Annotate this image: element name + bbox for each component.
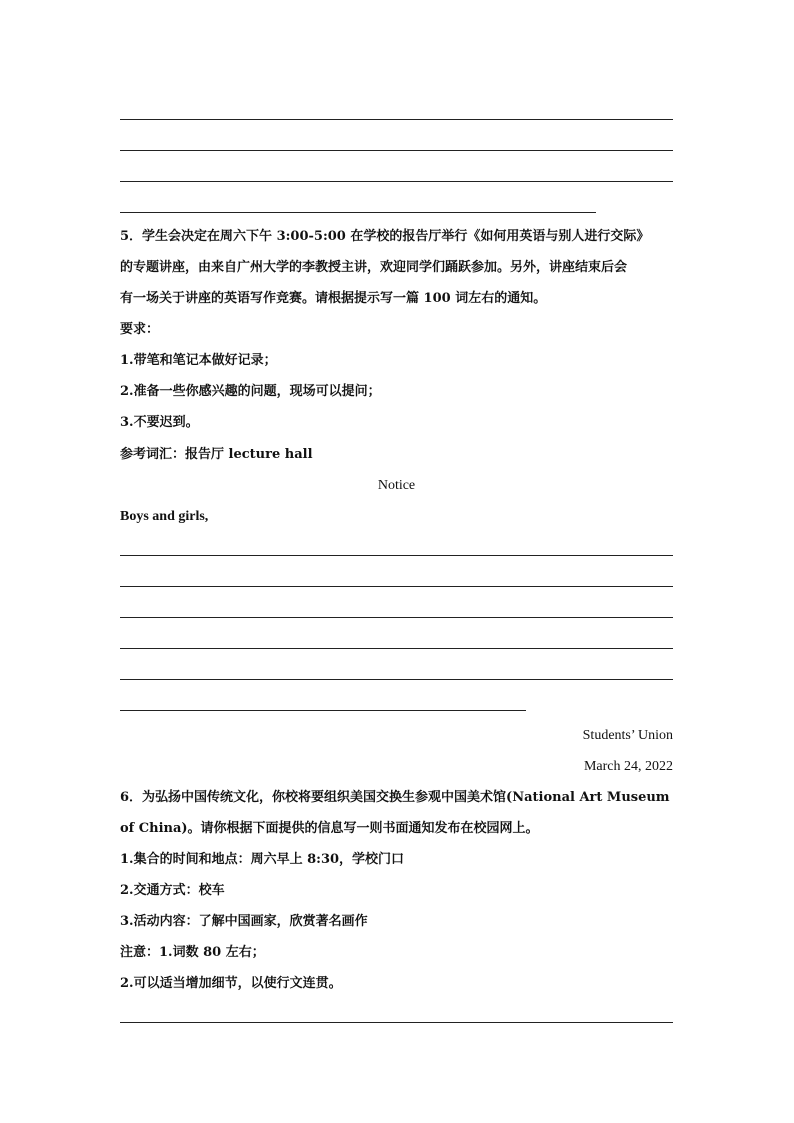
q6-item-2: 2.交通方式：校车 bbox=[120, 883, 225, 898]
q5-prompt-line-2: 的专题讲座，由来自广州大学的李教授主讲，欢迎同学们踊跃参加。另外，讲座结束后会 bbox=[120, 260, 628, 275]
answer-line bbox=[120, 679, 673, 680]
q5-prompt-line-1: 5．学生会决定在周六下午 3:00-5:00 在学校的报告厅举行《如何用英语与别人进行交际》 bbox=[120, 229, 650, 244]
q5-prompt-line-3: 有一场关于讲座的英语写作竞赛。请根据提示写一篇 100 词左右的通知。 bbox=[120, 291, 547, 306]
q5-requirement-1: 1.带笔和笔记本做好记录； bbox=[120, 353, 277, 368]
notice-greeting: Boys and girls, bbox=[120, 509, 209, 524]
answer-line bbox=[120, 648, 673, 649]
answer-line bbox=[120, 586, 673, 587]
answer-line bbox=[120, 1022, 673, 1023]
answer-line-short bbox=[120, 212, 596, 213]
q6-prompt-line-1: 6．为弘扬中国传统文化，你校将要组织美国交换生参观中国美术馆(National Art Museum bbox=[120, 790, 670, 805]
answer-line bbox=[120, 119, 673, 120]
q5-requirements-heading: 要求： bbox=[120, 322, 160, 337]
q6-prompt-line-2: of China)。请你根据下面提供的信息写一则书面通知发布在校园网上。 bbox=[120, 821, 539, 836]
answer-line bbox=[120, 181, 673, 182]
answer-line bbox=[120, 555, 673, 556]
notice-date: March 24, 2022 bbox=[583, 759, 673, 774]
notice-signature: Students’ Union bbox=[582, 728, 673, 743]
q6-note-2: 2.可以适当增加细节，以使行文连贯。 bbox=[120, 976, 342, 991]
q5-requirement-2: 2.准备一些你感兴趣的问题，现场可以提问； bbox=[120, 384, 381, 399]
answer-line bbox=[120, 150, 673, 151]
q6-item-3: 3.活动内容：了解中国画家，欣赏著名画作 bbox=[120, 914, 368, 929]
q5-requirement-3: 3.不要迟到。 bbox=[120, 415, 199, 430]
notice-title: Notice bbox=[377, 478, 416, 493]
q6-item-1: 1.集合的时间和地点：周六早上 8:30，学校门口 bbox=[120, 852, 405, 867]
answer-line bbox=[120, 617, 673, 618]
q6-note-1: 注意：1.词数 80 左右； bbox=[120, 945, 265, 960]
answer-line-short bbox=[120, 710, 526, 711]
q5-vocabulary: 参考词汇：报告厅 lecture hall bbox=[120, 447, 313, 462]
